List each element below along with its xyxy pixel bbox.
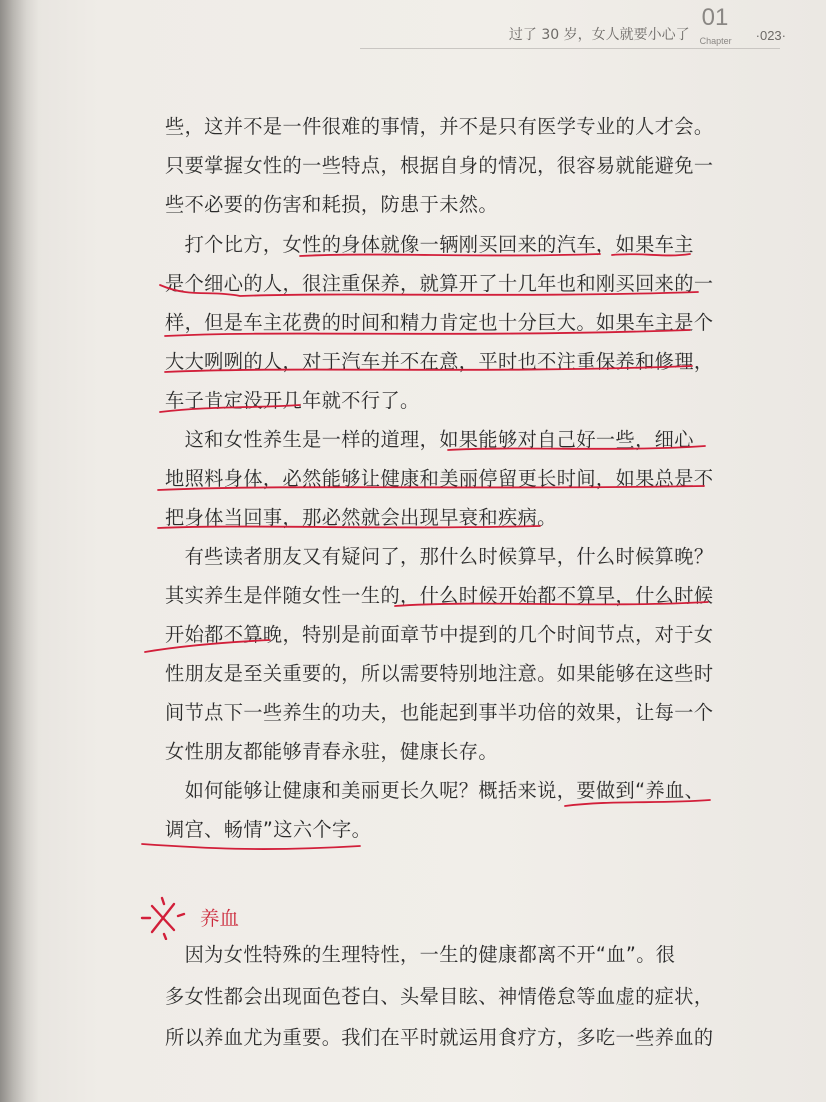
text-line: 调宫、畅情”这六个字。	[165, 818, 372, 841]
chapter-word: Chapter	[699, 36, 732, 46]
text-line: 开始都不算晚，特别是前面章节中提到的几个时间节点，对于女	[165, 623, 714, 646]
running-header	[508, 4, 786, 48]
text-line: 样，但是车主花费的时间和精力肯定也十分巨大。如果车主是个	[165, 311, 714, 334]
text-line: 些不必要的伤害和耗损，防患于未然。	[165, 193, 498, 216]
text-line: 性朋友是至关重要的，所以需要特别地注意。如果能够在这些时	[165, 662, 714, 685]
text-line: 打个比方，女性的身体就像一辆刚买回来的汽车，如果车主	[165, 233, 694, 256]
text-line: 间节点下一些养生的功夫，也能起到事半功倍的效果，让每一个	[165, 701, 714, 724]
header-title: 过了 30 岁，女人就要小心了	[508, 27, 690, 43]
text-line: 是个细心的人，很注重保养，就算开了十几年也和刚买回来的一	[165, 272, 714, 295]
text-line: 地照料身体，必然能够让健康和美丽停留更长时间，如果总是不	[165, 467, 714, 490]
header-rule	[360, 48, 780, 49]
text-line: 车子肯定没开几年就不行了。	[165, 389, 420, 412]
book-spine-shadow	[0, 0, 38, 1102]
text-line: 其实养生是伴随女性一生的，什么时候开始都不算早，什么时候	[165, 584, 714, 607]
underline-mark	[142, 844, 360, 849]
text-line: 所以养血尤为重要。我们在平时就运用食疗方，多吃一些养血的	[165, 1026, 714, 1049]
text-line: 把身体当回事，那必然就会出现早衰和疾病。	[165, 506, 557, 529]
chapter-label	[699, 4, 746, 48]
text-line: 女性朋友都能够青春永驻，健康长存。	[165, 740, 498, 763]
page-number: ·023·	[755, 28, 786, 43]
section-heading: 养血	[200, 907, 240, 930]
text-line: 些，这并不是一件很难的事情，并不是只有医学专业的人才会。	[165, 115, 714, 138]
text-line: 这和女性养生是一样的道理，如果能够对自己好一些，细心	[165, 428, 694, 451]
chapter-number: 01	[701, 4, 729, 31]
text-line: 大大咧咧的人，对于汽车并不在意，平时也不注重保养和修理，	[165, 350, 714, 373]
red-asterisk-scribble-icon	[138, 896, 186, 940]
text-line: 有些读者朋友又有疑问了，那什么时候算早，什么时候算晚？	[165, 545, 714, 568]
text-line: 如何能够让健康和美丽更长久呢？概括来说，要做到“养血、	[165, 779, 705, 802]
text-line: 只要掌握女性的一些特点，根据自身的情况，很容易就能避免一	[165, 154, 714, 177]
text-line: 多女性都会出现面色苍白、头晕目眩、神情倦怠等血虚的症状，	[165, 985, 714, 1008]
text-line: 因为女性特殊的生理特性，一生的健康都离不开“血”。很	[165, 943, 676, 966]
